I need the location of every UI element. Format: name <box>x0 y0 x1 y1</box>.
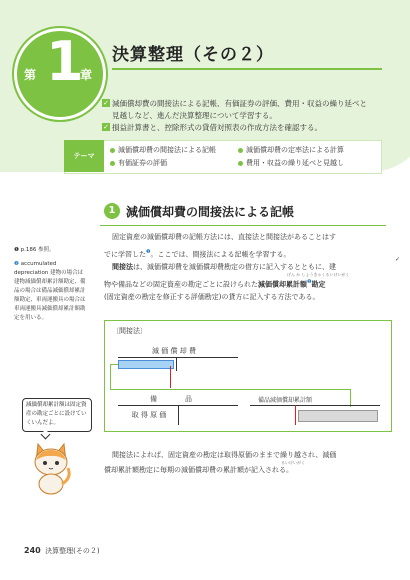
connector-line <box>110 364 111 390</box>
diagram-title: 〔間接法〕 <box>112 327 147 335</box>
paragraph-line: 物や備品などの固定資産の勘定ごとに設けられた減価償却累計額$^❷$勘定 <box>104 279 326 289</box>
chapter-prefix: 第 <box>24 68 37 82</box>
bullet-icon <box>238 161 243 166</box>
cat-mascot-icon <box>28 438 74 496</box>
accumulated-credit-box <box>298 410 378 422</box>
chapter-suffix: 章 <box>80 68 93 82</box>
side-note: ❶ p.186 参照。 <box>14 247 55 253</box>
depreciation-debit-box <box>118 360 174 369</box>
theme-item: 有価証券の評価 <box>110 158 167 168</box>
connector-line <box>110 389 350 390</box>
title-underline <box>112 68 382 70</box>
check-icon: ✓ <box>103 123 109 131</box>
section-number: 1 <box>104 203 120 219</box>
t-account-line <box>250 405 380 406</box>
key-term: 減価償却累計額 <box>258 280 307 289</box>
theme-item: 減価償却費の間接法による記帳 <box>110 145 216 155</box>
red-marker-line <box>295 405 296 425</box>
chapter-number: 1 <box>46 30 84 93</box>
objective-item <box>103 98 367 122</box>
page-footer <box>24 546 100 556</box>
t-account-line <box>118 357 238 358</box>
paragraph-line: 固定資産の減価償却費の記帳方法には、直接法と間接法があることはす <box>112 233 336 241</box>
objective-text: 損益計算書と、控除形式の貸借対照表の作成方法を確認する。 <box>112 123 322 132</box>
bullet-icon <box>238 148 243 153</box>
paragraph-line: 償却累計額勘定に毎期の減価償却費の累計額が記入される。 <box>104 466 293 474</box>
theme-item: 減価償却費の定率法による計算 <box>238 145 344 155</box>
objective-text: 減価償却費の間接法による記帳、有価証券の評価、費用・収益の繰り延べと見越しなど、進んだ決算整理について学習する。 <box>112 99 367 120</box>
paragraph-line: (固定資産の勘定を修正する評価勘定)の貸方に記入する方法である。 <box>104 293 320 301</box>
margin-check-mark: ✓ <box>395 256 401 263</box>
paragraph-line: でに学習した$^❶$。ここでは、間接法による記帳を学習する。 <box>104 249 291 259</box>
speech-bubble: 減価償却累計額は固定資産の勘定ごとに設けていくいんだよ。 <box>22 398 92 432</box>
paragraph-line: 間接法によれば、固定資産の勘定は取得原価のままで繰り越され、減価 <box>112 451 337 459</box>
bullet-icon <box>110 148 115 153</box>
t-account-divider <box>178 405 179 425</box>
red-marker-line <box>170 366 171 388</box>
footnote-ref: ❷ <box>307 279 312 285</box>
side-note: ❷ accumulated depreciation 建物の場合は建物減価償却累計額勘定、備品の場合は備品減価償却累計額勘定、車両運搬具の場合は車両運搬具減価償却累計額勘定を用いる。 <box>14 261 86 321</box>
ruby-annotation: るいけいがく <box>281 460 305 465</box>
footer-label: 決算整理(その２) <box>45 547 100 555</box>
section-title: 減価償却費の間接法による記帳 <box>126 205 295 219</box>
theme-tag: テーマ <box>64 140 104 172</box>
footnote-ref: ❶ <box>146 249 151 255</box>
t-account-divider <box>176 357 177 371</box>
page-number: 240 <box>24 546 41 555</box>
account-equipment-label: 備 品 <box>150 395 192 403</box>
connector-line <box>110 364 118 365</box>
objective-item <box>103 122 367 134</box>
account-depreciation-label: 減 価 償 却 費 <box>152 347 196 355</box>
theme-item: 費用・収益の繰り延べと見越し <box>238 158 344 168</box>
ruby-annotation: げん か しょうきゃくるいけいがく <box>287 272 350 277</box>
section-divider <box>100 225 386 226</box>
paragraph-line: 間接法は、減価償却費を減価償却費勘定の借方に記入するとともに、建 <box>112 263 336 271</box>
chapter-title: 決算整理（その２） <box>112 45 274 65</box>
check-icon: ✓ <box>103 99 109 107</box>
account-accumulated-label: 備品減価償却累計額 <box>258 397 313 404</box>
acquisition-cost-label: 取 得 原 価 <box>131 411 167 419</box>
bullet-icon <box>110 161 115 166</box>
key-term: 間接法 <box>112 263 133 271</box>
